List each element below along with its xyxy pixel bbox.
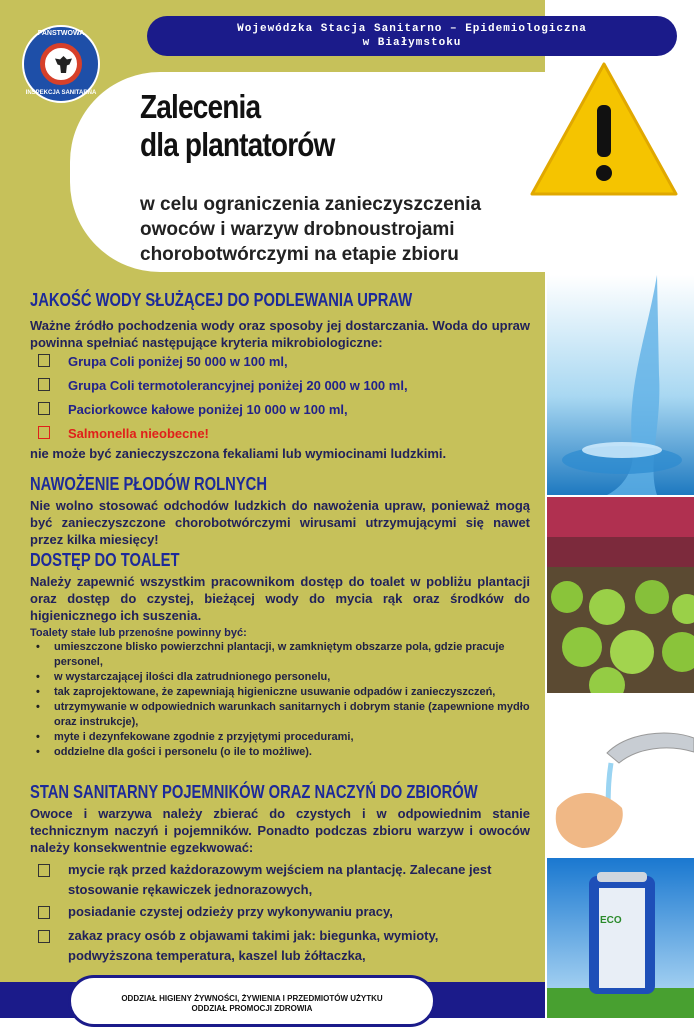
water-intro: Ważne źródło pochodzenia wody oraz sposoby jej dostarczania. Woda do upraw powinna spełniać następujące kryteria mikrobiologiczne: [30,318,530,350]
section-fertilizing [30,474,530,548]
logo-top-text: PAŃSTWOWA [37,30,85,37]
rule-sick-workers [38,926,508,966]
eagle-icon [55,56,72,73]
checkbox-icon [38,354,50,367]
footer-banner [68,975,436,1027]
portable-toilet-photo [547,858,694,1018]
title-line1: Zalecenia [140,88,261,125]
toilet-heading: DOSTĘP DO TOALET [30,550,180,570]
list-item: • oddzielne dla gości i personelu (o ile to możliwe). [54,745,530,760]
criterion-text: Salmonella nieobecne! [68,426,209,441]
checkbox-icon [38,402,50,415]
list-item: • myte i dezynfekowane zgodnie z przyjętymi procedurami, [54,730,530,745]
footer-line1: ODDZIAŁ HIGIENY ŻYWNOŚCI, ŻYWIENIA I PRZEDMIOTÓW UŻYTKU [121,994,383,1003]
criterion-text: Paciorkowce kałowe poniżej 10 000 w 100 ml, [68,402,348,417]
header-banner [147,16,677,56]
rule-text: mycie rąk przed każdorazowym wejściem na plantację. Zalecane jest stosowanie rękawiczek jednorazowych, [68,862,492,897]
water-outro: nie może być zanieczyszczona fekaliami lub wymiocinami ludzkimi. [30,446,447,461]
toilet-text: Należy zapewnić wszystkim pracownikom dostęp do toalet w pobliżu plantacji oraz dostęp do czystej, bieżącej wody do mycia rąk oraz środków do higienicznego ich suszenia. [30,574,530,623]
rule-text: zakaz pracy osób z objawami takimi jak: biegunka, wymioty, podwyższona temperatura, kaszel lub żółtaczka, [68,928,439,963]
water-splash-photo [547,275,694,495]
list-item: • umieszczone blisko powierzchni plantacji, w zamkniętym obszarze pola, gdzie pracuje personel, [54,640,530,670]
subtitle-line3: chorobotwórczymi na etapie zbioru [140,244,459,265]
warning-icon [528,60,680,200]
inspection-logo [22,25,100,103]
containers-heading: STAN SANITARNY POJEMNIKÓW ORAZ NACZYŃ DO ZBIORÓW [30,782,478,802]
logo-emblem [40,43,82,85]
criterion-coli-thermo [38,378,408,393]
checkbox-icon [38,378,50,391]
checkbox-icon [38,930,50,943]
criterion-text: Grupa Coli poniżej 50 000 w 100 ml, [68,354,288,369]
section-toilets [30,550,530,760]
list-item: • tak zaprojektowane, że zapewniają higieniczne usuwanie odpadów i zanieczyszczeń, [54,685,530,700]
toilet-label: ECO [600,915,622,926]
section-water [30,290,530,351]
fertilizing-heading: NAWOŻENIE PŁODÓW ROLNYCH [30,474,267,494]
page-subtitle [140,192,481,267]
criterion-coli [38,354,288,369]
rule-clean-clothes [38,902,508,922]
subtitle-line1: w celu ograniczenia zanieczyszczenia [140,194,482,215]
logo-bottom-text: INSPEKCJA SANITARNA [25,90,97,96]
page-title [140,88,335,164]
toilet-requirements-list [30,640,530,760]
lettuce-field-photo [547,497,694,693]
section-containers [30,782,530,856]
criterion-text: Grupa Coli termotolerancyjnej poniżej 20 000 w 100 ml, [68,378,408,393]
list-item: • w wystarczającej ilości dla zatrudnionego personelu, [54,670,530,685]
hand-washing-photo [547,708,694,858]
header-line2: w Białymstoku [362,37,462,49]
toilet-lead: Toalety stałe lub przenośne powinny być: [30,627,247,639]
containers-text: Owoce i warzywa należy zbierać do czystych i w odpowiednim stanie technicznym naczyń i pojemników. Ponadto podczas zbioru warzyw i owoców należy konsekwentnie egzekwować: [30,806,530,855]
rule-hand-washing [38,860,508,900]
footer-line2: ODDZIAŁ PROMOCJI ZDROWIA [191,1004,313,1013]
criterion-salmonella [38,426,209,441]
checkbox-icon [38,864,50,877]
title-line2: dla plantatorów [140,126,335,163]
criterion-streptococci [38,402,348,417]
checkbox-icon [38,426,50,439]
subtitle-line2: owoców i warzyw drobnoustrojami [140,219,455,240]
list-item: • utrzymywanie w odpowiednich warunkach sanitarnych i dobrym stanie (zapewnione mydło oraz instrukcje), [54,700,530,730]
rule-text: posiadanie czystej odzieży przy wykonywaniu pracy, [68,904,393,919]
checkbox-icon [38,906,50,919]
water-heading: JAKOŚĆ WODY SŁUŻĄCEJ DO PODLEWANIA UPRAW [30,290,413,310]
fertilizing-text: Nie wolno stosować odchodów ludzkich do nawożenia upraw, ponieważ mogą być zanieczyszczone chorobotwórczymi wirusami utrzymującymi się nawet przez kilka miesięcy! [30,498,530,547]
header-line1: Wojewódzka Stacja Sanitarno – Epidemiologiczna [237,23,587,35]
